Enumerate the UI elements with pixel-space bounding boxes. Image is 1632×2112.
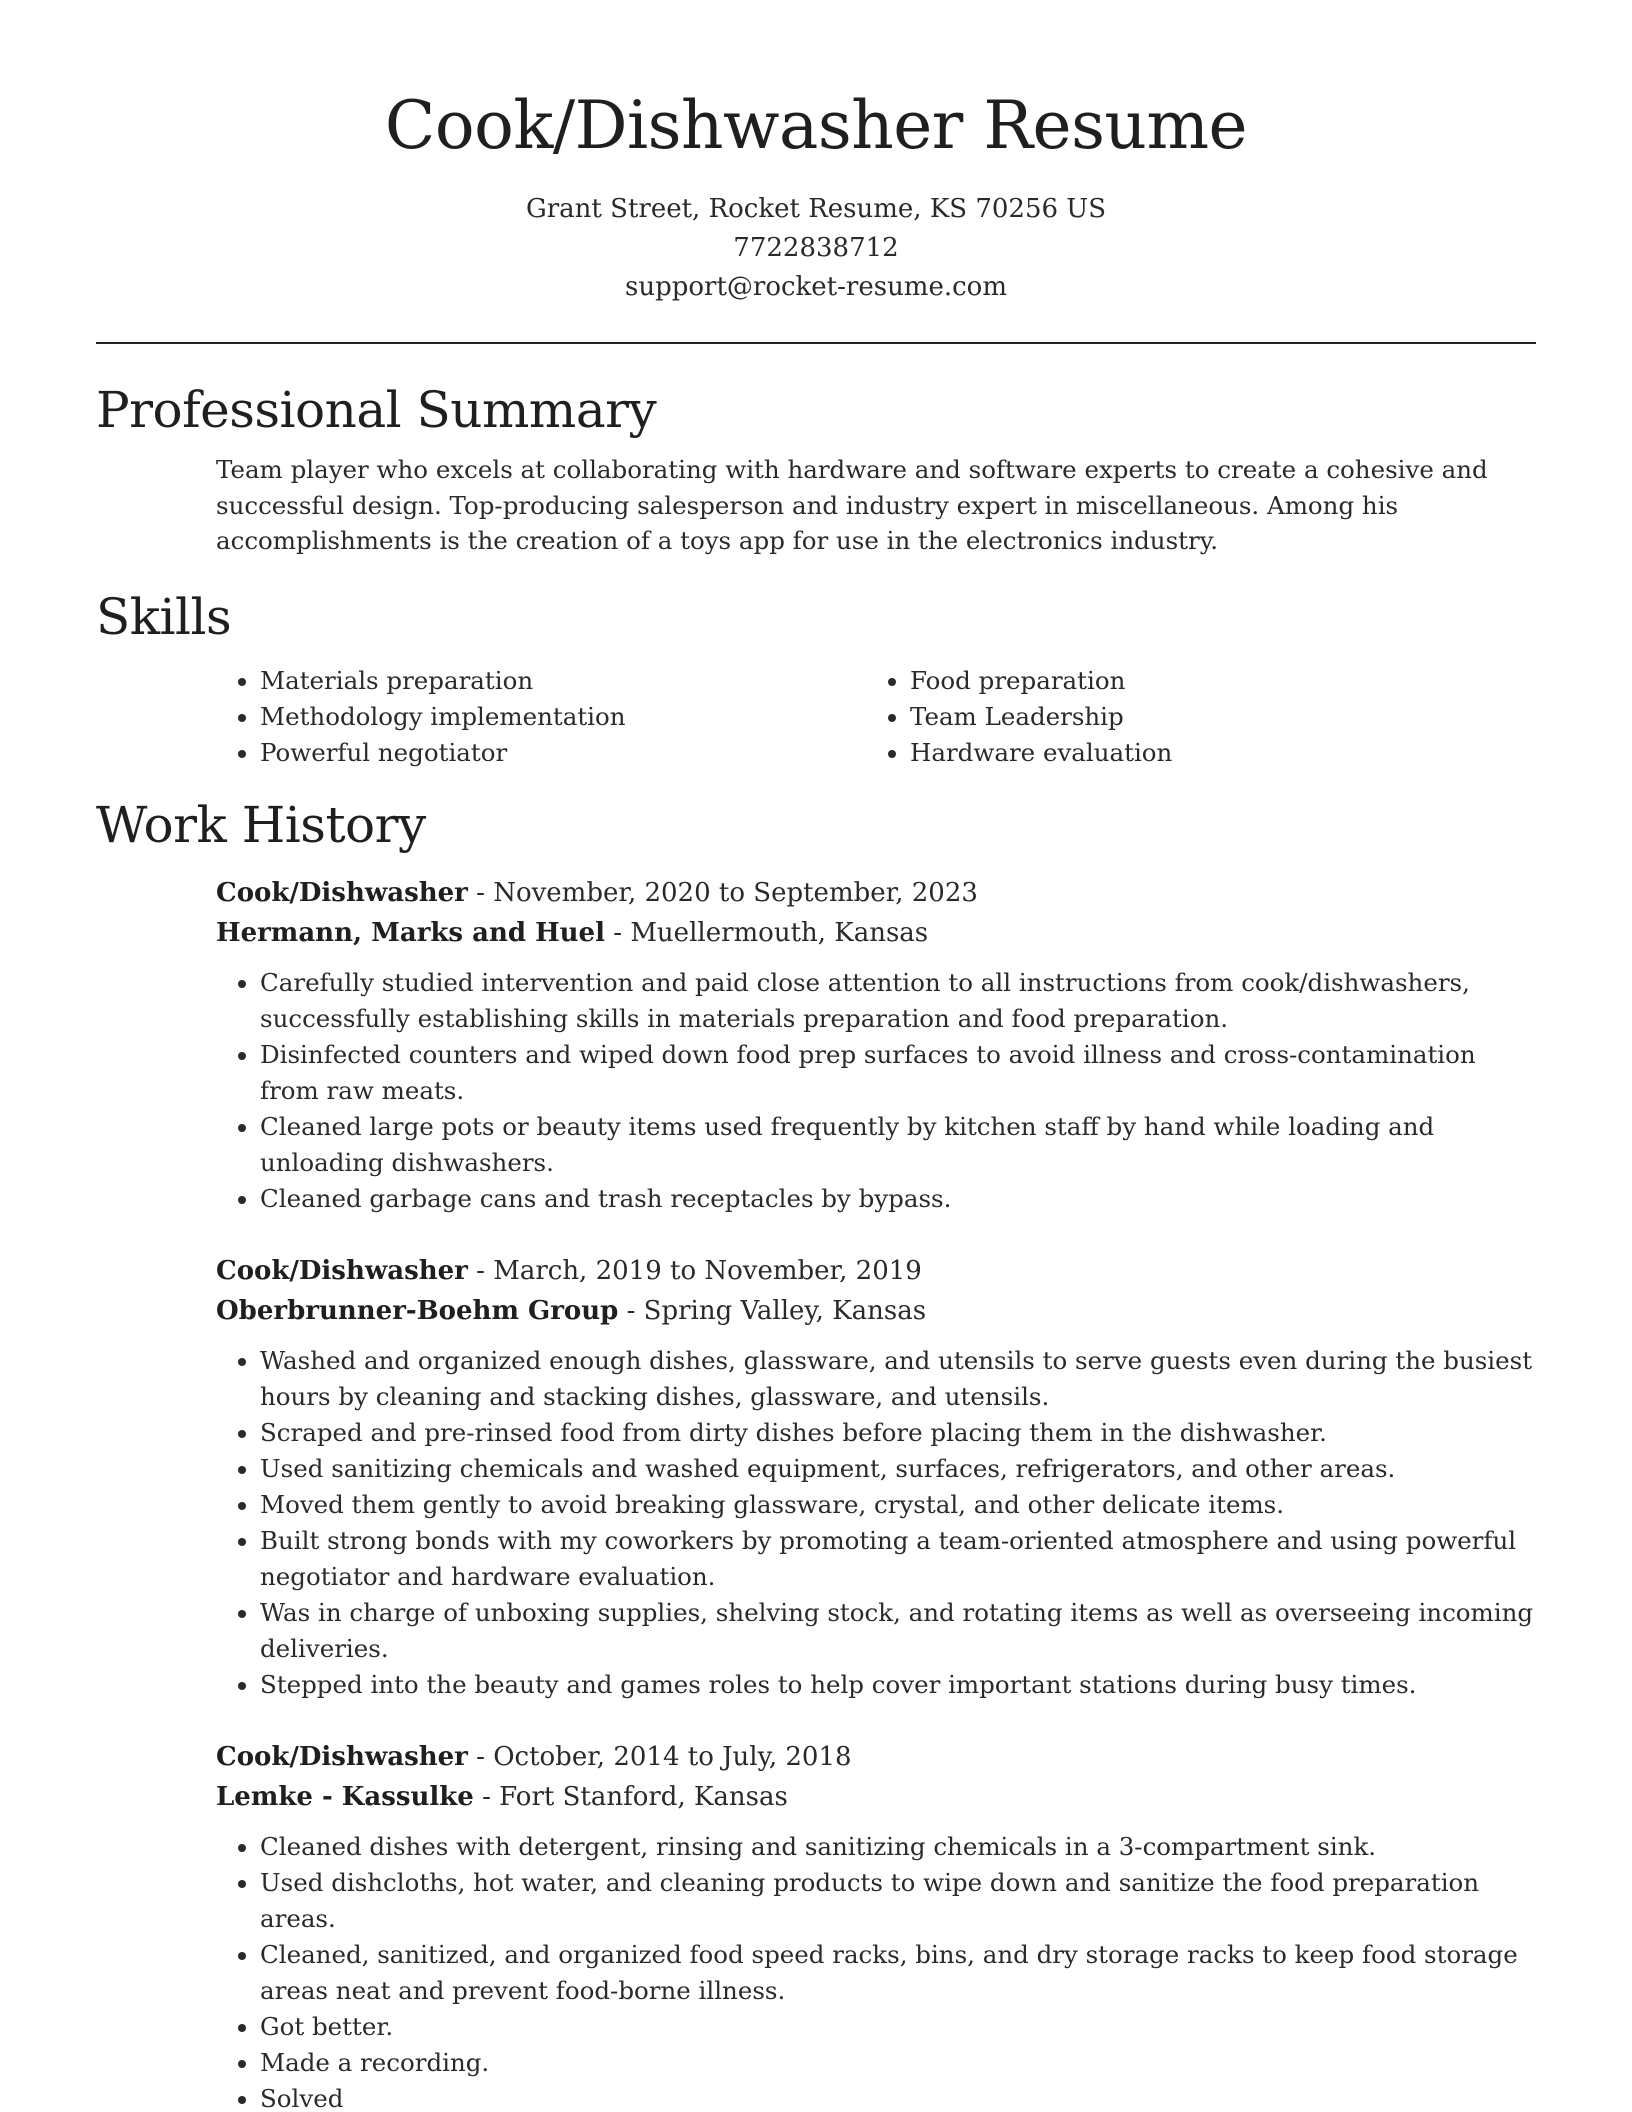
job-bullet: • Scraped and pre-rinsed food from dirty dishes before placing them in the dishwasher. bbox=[260, 1415, 1536, 1451]
job-title: Cook/Dishwasher bbox=[216, 1741, 468, 1772]
company-name: Hermann, Marks and Huel bbox=[216, 917, 605, 948]
work-history-section bbox=[96, 793, 1536, 2112]
skill-item: • Materials preparation bbox=[260, 663, 866, 699]
job-company-line: Oberbrunner-Boehm Group - Spring Valley, Kansas bbox=[216, 1295, 927, 1326]
job-title-line: Cook/Dishwasher - March, 2019 to November, 2019 bbox=[216, 1255, 922, 1286]
job-bullet: • Moved them gently to avoid breaking glassware, crystal, and other delicate items. bbox=[260, 1487, 1536, 1523]
job-entry bbox=[216, 1251, 1536, 1703]
job-bullet: • Cleaned, sanitized, and organized food speed racks, bins, and dry storage racks to keep food storage areas neat and prevent food-borne illness. bbox=[260, 1937, 1536, 2009]
job-title: Cook/Dishwasher bbox=[216, 877, 468, 908]
company-name: Oberbrunner-Boehm Group bbox=[216, 1295, 619, 1326]
job-bullet: • Solved bbox=[260, 2081, 1536, 2112]
job-bullet: • Got better. bbox=[260, 2009, 1536, 2045]
phone-number: 7722838712 bbox=[733, 233, 899, 263]
resume-body bbox=[96, 378, 1536, 2112]
job-dates: November, 2020 to September, 2023 bbox=[493, 877, 978, 908]
skill-item: • Team Leadership bbox=[910, 699, 1516, 735]
work-history-heading: Work History bbox=[96, 795, 426, 854]
header-divider bbox=[96, 342, 1536, 344]
job-bullet: • Cleaned dishes with detergent, rinsing and sanitizing chemicals in a 3-compartment sink. bbox=[260, 1829, 1536, 1865]
job-location: Fort Stanford, Kansas bbox=[499, 1781, 788, 1812]
job-entry bbox=[216, 873, 1536, 1217]
summary-heading: Professional Summary bbox=[96, 381, 657, 439]
job-bullet: • Built strong bonds with my coworkers by promoting a team-oriented atmosphere and using powerful negotiator and hardware evaluation. bbox=[260, 1523, 1536, 1595]
job-bullet: • Carefully studied intervention and paid close attention to all instructions from cook/dishwashers, successfully establishing skills in materials preparation and food preparation. bbox=[260, 965, 1536, 1037]
skills-list-left bbox=[216, 663, 866, 771]
job-title-line: Cook/Dishwasher - October, 2014 to July, 2018 bbox=[216, 1741, 852, 1772]
address: Grant Street, Rocket Resume, KS 70256 US bbox=[525, 194, 1107, 224]
job-company-line: Lemke - Kassulke - Fort Stanford, Kansas bbox=[216, 1781, 788, 1812]
job-bullet: • Used dishcloths, hot water, and cleaning products to wipe down and sanitize the food preparation areas. bbox=[260, 1865, 1536, 1937]
job-bullet: • Made a recording. bbox=[260, 2045, 1536, 2081]
job-bullet: • Cleaned large pots or beauty items used frequently by kitchen staff by hand while loading and unloading dishwashers. bbox=[260, 1109, 1536, 1181]
email-address: support@rocket-resume.com bbox=[624, 272, 1007, 302]
skill-item: • Hardware evaluation bbox=[910, 735, 1516, 771]
job-dates: October, 2014 to July, 2018 bbox=[493, 1741, 852, 1772]
job-dates: March, 2019 to November, 2019 bbox=[493, 1255, 922, 1286]
job-bullet: • Disinfected counters and wiped down food prep surfaces to avoid illness and cross-contamination from raw meats. bbox=[260, 1037, 1536, 1109]
job-bullet: • Cleaned garbage cans and trash receptacles by bypass. bbox=[260, 1181, 1536, 1217]
skills-list-right bbox=[866, 663, 1516, 771]
job-location: Muellermouth, Kansas bbox=[630, 917, 929, 948]
summary-text: Team player who excels at collaborating with hardware and software experts to create a cohesive and successful design. Top-producing salesperson and industry expert in miscellaneous. Among his accomplishments is the creation of a toys app for use in the electronics industry. bbox=[216, 455, 1488, 555]
job-title: Cook/Dishwasher bbox=[216, 1255, 468, 1286]
job-entry bbox=[216, 1737, 1536, 2112]
job-company-line: Hermann, Marks and Huel - Muellermouth, Kansas bbox=[216, 917, 929, 948]
job-bullet: • Washed and organized enough dishes, glassware, and utensils to serve guests even during the busiest hours by cleaning and stacking dishes, glassware, and utensils. bbox=[260, 1343, 1536, 1415]
job-bullet: • Was in charge of unboxing supplies, shelving stock, and rotating items as well as overseeing incoming deliveries. bbox=[260, 1595, 1536, 1667]
job-bullets bbox=[216, 1829, 1536, 2112]
job-bullets bbox=[216, 1343, 1536, 1703]
skills-section bbox=[96, 585, 1536, 771]
skill-item: • Food preparation bbox=[910, 663, 1516, 699]
skill-item: • Methodology implementation bbox=[260, 699, 866, 735]
contact-info bbox=[0, 190, 1632, 307]
job-bullets bbox=[216, 965, 1536, 1217]
skills-heading: Skills bbox=[96, 587, 232, 646]
skill-item: • Powerful negotiator bbox=[260, 735, 866, 771]
skills-grid bbox=[216, 663, 1536, 771]
resume-header bbox=[0, 0, 1632, 307]
job-bullet: • Used sanitizing chemicals and washed equipment, surfaces, refrigerators, and other areas. bbox=[260, 1451, 1536, 1487]
resume-title: Cook/Dishwasher Resume bbox=[384, 87, 1248, 164]
job-title-line: Cook/Dishwasher - November, 2020 to September, 2023 bbox=[216, 877, 978, 908]
job-bullet: • Stepped into the beauty and games roles to help cover important stations during busy times. bbox=[260, 1667, 1536, 1703]
summary-section bbox=[96, 378, 1536, 559]
company-name: Lemke - Kassulke bbox=[216, 1781, 474, 1812]
job-location: Spring Valley, Kansas bbox=[643, 1295, 927, 1326]
